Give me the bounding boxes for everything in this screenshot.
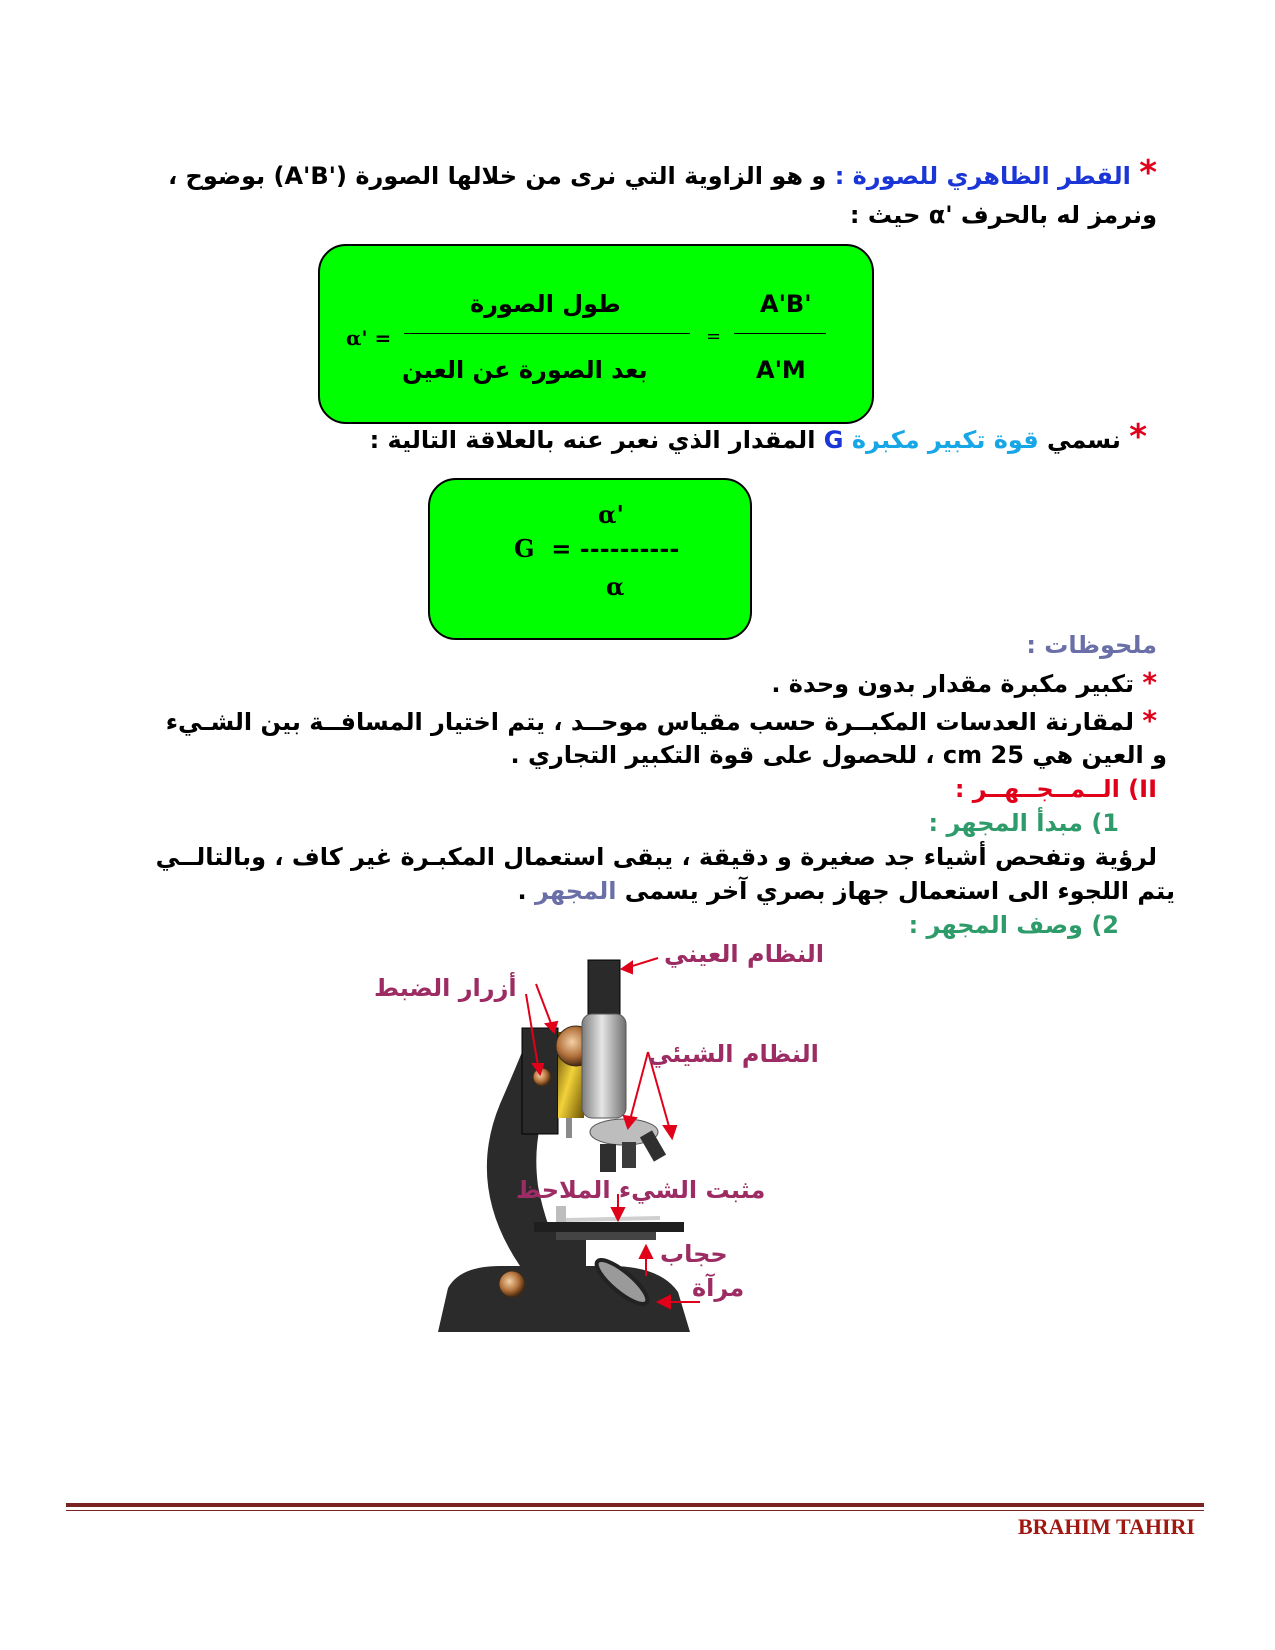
magnification-formula-box xyxy=(428,478,752,640)
label-adjustment-knobs: أزرار الضبط xyxy=(374,974,517,1002)
slide-clip xyxy=(556,1206,566,1222)
label-objective: النظام الشيئي xyxy=(648,1040,819,1068)
bullet-star: * xyxy=(1129,417,1147,457)
angular-diameter-term: القطر الظاهري للصورة : xyxy=(834,162,1131,190)
principle-line1: لرؤية وتفحص أشياء جد صغيرة و دقيقة ، يبقى استعمال المكبـرة غير كاف ، وبالتالــي xyxy=(155,843,1157,871)
author-name: BRAHIM TAHIRI xyxy=(1017,1514,1195,1539)
fraction-line-right xyxy=(734,333,826,334)
section-title: II) الــمــجــهــر : xyxy=(954,775,1157,803)
angular-diameter-paragraph xyxy=(168,153,1157,193)
magnification-paragraph xyxy=(369,417,1147,457)
magnification-pre: نسمي xyxy=(1038,426,1121,454)
equals-sign: = xyxy=(706,326,722,347)
g-alpha-prime: α' xyxy=(598,500,624,529)
bullet-star: * xyxy=(1142,704,1157,737)
note-item-2-line2: و العين هي 25 cm ، للحصول على قوة التكبير التجاري . xyxy=(510,741,1167,769)
angular-diameter-symbol-line: ونرمز له بالحرف 'α حيث : xyxy=(849,201,1157,229)
body-tube xyxy=(582,1014,626,1118)
fraction-line-left xyxy=(404,333,690,334)
subsection-principle: 1) مبدأ المجهر : xyxy=(928,809,1119,837)
notes-title: ملحوظات : xyxy=(1026,631,1157,659)
footer-rule-thin xyxy=(66,1510,1204,1511)
footer-rule xyxy=(66,1503,1204,1507)
magnification-post: المقدار الذي نعبر عنه بالعلاقة التالية : xyxy=(369,426,824,454)
angular-diameter-formula-box xyxy=(318,244,874,424)
image-distance-label: بعد الصورة عن العين xyxy=(402,356,648,384)
lower-knob xyxy=(499,1271,525,1297)
am-prime-label: A'M xyxy=(756,356,806,384)
ab-prime-label: A'B' xyxy=(760,290,812,318)
g-symbol: G xyxy=(823,426,852,454)
eyepiece-tube xyxy=(588,960,620,1016)
alpha-prime-lhs: α' = xyxy=(346,326,392,350)
slide-clip-bar xyxy=(566,1218,660,1220)
g-lhs: G = ---------- xyxy=(514,534,680,563)
label-stage: مثبت الشيء الملاحظ xyxy=(516,1176,766,1204)
subsection-description: 2) وصف المجهر : xyxy=(908,911,1119,939)
objective-1 xyxy=(600,1144,616,1172)
angular-diameter-definition: و هو الزاوية التي نرى من خلالها الصورة ('A'B) بوضوح ، xyxy=(168,162,835,190)
magnification-term: قوة تكبير مكبرة xyxy=(851,426,1039,454)
label-diaphragm: حجاب xyxy=(660,1240,728,1268)
note-item-1-text: تكبير مكبرة مقدار بدون وحدة . xyxy=(771,670,1134,698)
objective-2 xyxy=(622,1142,636,1168)
microscope-term: المجهر xyxy=(535,877,617,905)
stage xyxy=(534,1222,684,1232)
g-alpha: α xyxy=(606,572,625,601)
focus-screw xyxy=(566,1118,572,1138)
bullet-star: * xyxy=(1142,666,1157,699)
stage-support xyxy=(556,1232,656,1240)
image-length-label: طول الصورة xyxy=(470,290,621,318)
note-item-2 xyxy=(166,704,1157,739)
label-mirror: مرآة xyxy=(692,1274,745,1302)
principle-line2-text: يتم اللجوء الى استعمال جهاز بصري آخر يسمى xyxy=(616,877,1175,905)
note-item-1 xyxy=(771,666,1157,701)
label-eyepiece: النظام العيني xyxy=(664,940,825,968)
principle-line2 xyxy=(518,874,1175,908)
principle-line2-end: . xyxy=(517,877,536,905)
note-item-2-line1: لمقارنة العدسات المكبــرة حسب مقياس موحــد ، يتم اختيار المسافــة بين الشـيء xyxy=(165,708,1134,736)
bullet-star: * xyxy=(1139,153,1157,193)
